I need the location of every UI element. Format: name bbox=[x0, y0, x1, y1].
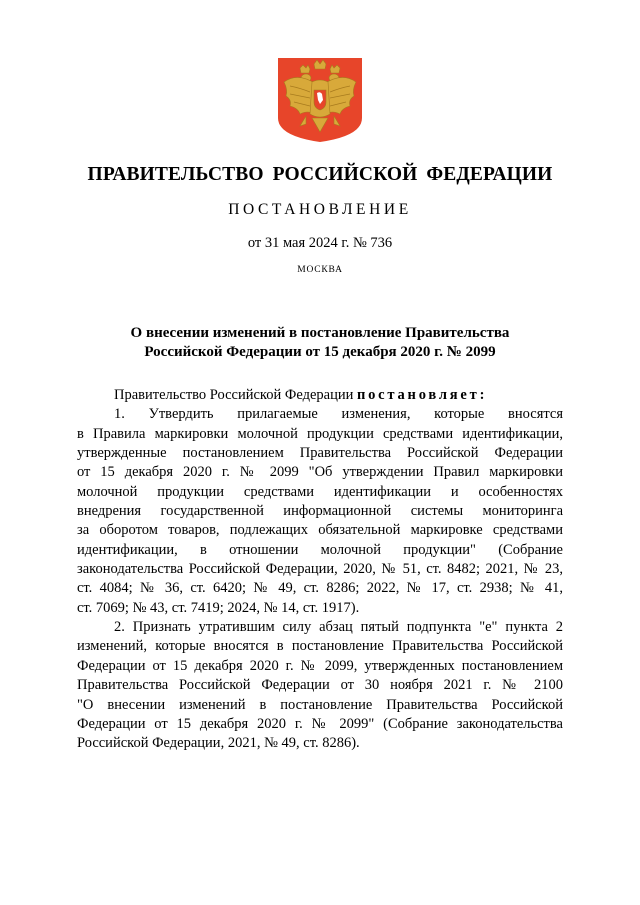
preamble-resolves: постановляет: bbox=[356, 387, 488, 403]
subject-line: Российской Федерации от 15 декабря 2020 г. № 2099 bbox=[144, 344, 496, 360]
text-line: Федерации от 15 декабря 2020 г. № 2099, утвержденных постановлением bbox=[77, 657, 563, 674]
document-city: МОСКВА bbox=[297, 265, 343, 275]
subject-line: О внесении изменений в постановление Правительства bbox=[130, 325, 510, 341]
text-line: внедрения государственной информационной системы мониторинга bbox=[77, 503, 563, 520]
document-date: от 31 мая 2024 г. № 736 bbox=[247, 235, 393, 251]
text-line: законодательства Российской Федерации, 2020, № 51, ст. 8482; 2021, № 23, bbox=[77, 561, 563, 578]
text-line: в Правила маркировки молочной продукции средствами идентификации, bbox=[77, 425, 563, 442]
text-line: Правительства Российской Федерации от 30 ноября 2021 г. № 2100 bbox=[77, 677, 563, 694]
paragraph-item-1 bbox=[77, 405, 563, 618]
text-line: 2. Признать утратившим силу абзац пятый подпункта "е" пункта 2 bbox=[114, 619, 563, 636]
text-line: изменений, которые вносятся в постановление Правительства Российской bbox=[77, 638, 563, 655]
text-line: за оборотом товаров, подлежащих обязательной маркировке средствами bbox=[77, 522, 563, 539]
text-line: 1. Утвердить прилагаемые изменения, которые вносятся bbox=[114, 406, 563, 423]
government-title: ПРАВИТЕЛЬСТВО РОССИЙСКОЙ ФЕДЕРАЦИИ bbox=[87, 164, 553, 185]
paragraph-item-2 bbox=[77, 618, 563, 753]
text-line: идентификации, в отношении молочной продукции" (Собрание bbox=[77, 541, 563, 558]
preamble-text: Правительство Российской Федерации bbox=[114, 387, 357, 403]
document-body bbox=[77, 386, 563, 754]
text-line: от 15 декабря 2020 г. № 2099 "Об утверждении Правил маркировки bbox=[77, 464, 563, 481]
document-subject bbox=[60, 324, 580, 362]
text-line: ст. 7069; № 43, ст. 7419; 2024, № 14, ст. 1917). bbox=[77, 599, 360, 616]
russian-coat-of-arms-icon bbox=[276, 56, 364, 144]
text-line: утвержденные постановлением Правительства Российской Федерации bbox=[77, 445, 563, 462]
document-type: ПОСТАНОВЛЕНИЕ bbox=[228, 201, 412, 218]
text-line: ст. 4084; № 36, ст. 6420; № 49, ст. 8286; 2022, № 17, ст. 2938; № 41, bbox=[77, 580, 563, 597]
text-line: молочной продукции средствами идентификации и особенностях bbox=[77, 483, 563, 500]
text-line: Федерации от 15 декабря 2020 г. № 2099" (Собрание законодательства bbox=[77, 715, 563, 732]
text-line: "О внесении изменений в постановление Правительства Российской bbox=[77, 696, 563, 713]
text-line: Российской Федерации, 2021, № 49, ст. 8286). bbox=[77, 735, 360, 752]
preamble bbox=[77, 386, 563, 405]
